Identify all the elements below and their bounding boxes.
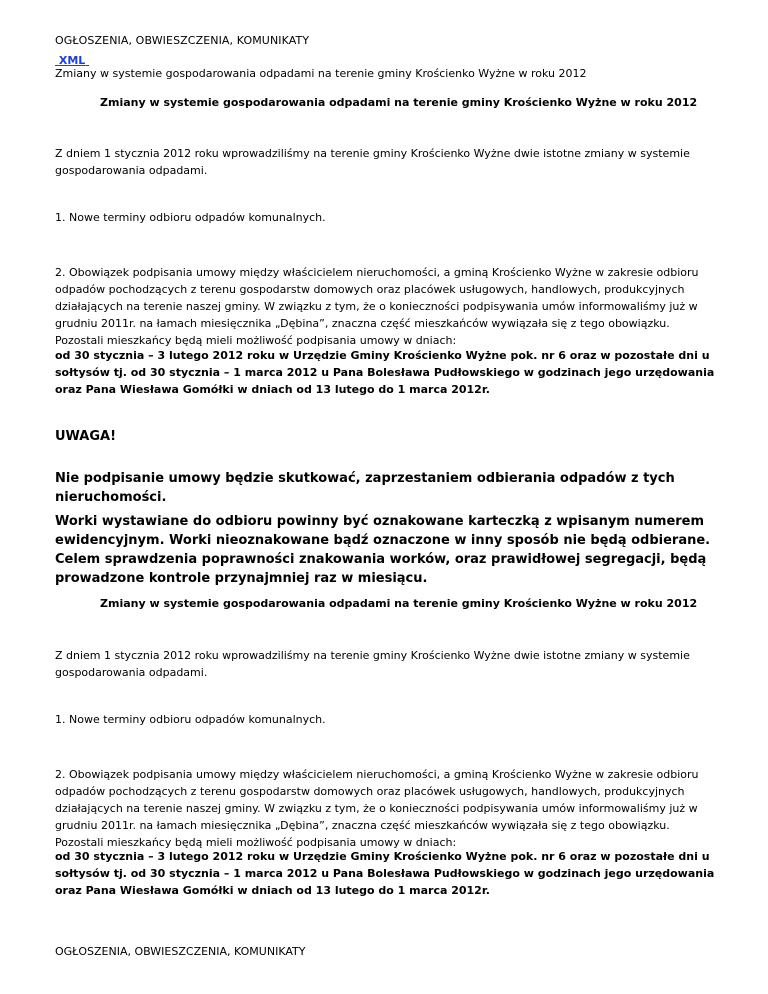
point-1: 1. Nowe terminy odbioru odpadów komunalnych.	[55, 713, 326, 726]
section-title: Zmiany w systemie gospodarowania odpadami na terenie gminy Krościenko Wyżne w roku 2012	[100, 597, 698, 610]
xml-link[interactable]: XML	[58, 54, 86, 67]
page-footer: OGŁOSZENIA, OBWIESZCZENIA, KOMUNIKATY	[55, 945, 306, 958]
bags-paragraph: Worki wystawiane do odbioru powinny być oznakowane karteczką z wpisanym numerem ewidencyjnym. Worki nieoznakowane bądź oznaczone w inny sposób nie będą odbierane. Celem sprawdzenia poprawności znakowania worków, oraz prawidłowej segregacji, będą prowadzone kontrole przynajmniej raz w miesiącu.	[55, 514, 711, 586]
point-1: 1. Nowe terminy odbioru odpadów komunalnych.	[55, 211, 326, 224]
point-2: 2. Obowiązek podpisania umowy między właścicielem nieruchomości, a gminą Krościenko Wyżne w zakresie odbioru odpadów pochodzących z terenu gospodarstw domowych oraz placówek usługowych, handlowych, produkcyjnych działających na terenie naszej gminy. W związku z tym, że o konieczności podpisywania umów informowaliśmy już w grudniu 2011r. na łamach miesięcznika „Dębina”, znaczna część mieszkańców wywiązała się z tego obowiązku. Pozostali mieszkańcy będą mieli możliwość podpisania umowy w dniach:	[55, 266, 699, 347]
intro-paragraph: Z dniem 1 stycznia 2012 roku wprowadziliśmy na terenie gminy Krościenko Wyżne dwie istotne zmiany w systemie gospodarowania odpadami.	[55, 147, 690, 177]
page-header: OGŁOSZENIA, OBWIESZCZENIA, KOMUNIKATY	[55, 34, 310, 47]
point-2: 2. Obowiązek podpisania umowy między właścicielem nieruchomości, a gminą Krościenko Wyżne w zakresie odbioru odpadów pochodzących z terenu gospodarstw domowych oraz placówek usługowych, handlowych, produkcyjnych działających na terenie naszej gminy. W związku z tym, że o konieczności podpisywania umów informowaliśmy już w grudniu 2011r. na łamach miesięcznika „Dębina”, znaczna część mieszkańców wywiązała się z tego obowiązku. Pozostali mieszkańcy będą mieli możliwość podpisania umowy w dniach:	[55, 768, 699, 849]
warning-label: UWAGA!	[55, 429, 117, 444]
section-title: Zmiany w systemie gospodarowania odpadami na terenie gminy Krościenko Wyżne w roku 2012	[100, 96, 698, 109]
document-subtitle: Zmiany w systemie gospodarowania odpadami na terenie gminy Krościenko Wyżne w roku 2012	[55, 67, 587, 80]
intro-paragraph: Z dniem 1 stycznia 2012 roku wprowadziliśmy na terenie gminy Krościenko Wyżne dwie istotne zmiany w systemie gospodarowania odpadami.	[55, 649, 690, 679]
dates-paragraph: od 30 stycznia – 3 lutego 2012 roku w Urzędzie Gminy Krościenko Wyżne pok. nr 6 oraz w pozostałe dni u sołtysów tj. od 30 stycznia – 1 marca 2012 u Pana Bolesława Pudłowskiego w godzinach jego urzędowania oraz Pana Wiesława Gomółki w dniach od 13 lutego do 1 marca 2012r.	[55, 850, 715, 897]
warning-text: Nie podpisanie umowy będzie skutkować, zaprzestaniem odbierania odpadów z tych nieruchomości.	[55, 471, 675, 505]
dates-paragraph: od 30 stycznia – 3 lutego 2012 roku w Urzędzie Gminy Krościenko Wyżne pok. nr 6 oraz w pozostałe dni u sołtysów tj. od 30 stycznia – 1 marca 2012 u Pana Bolesława Pudłowskiego w godzinach jego urzędowania oraz Pana Wiesława Gomółki w dniach od 13 lutego do 1 marca 2012r.	[55, 349, 715, 396]
